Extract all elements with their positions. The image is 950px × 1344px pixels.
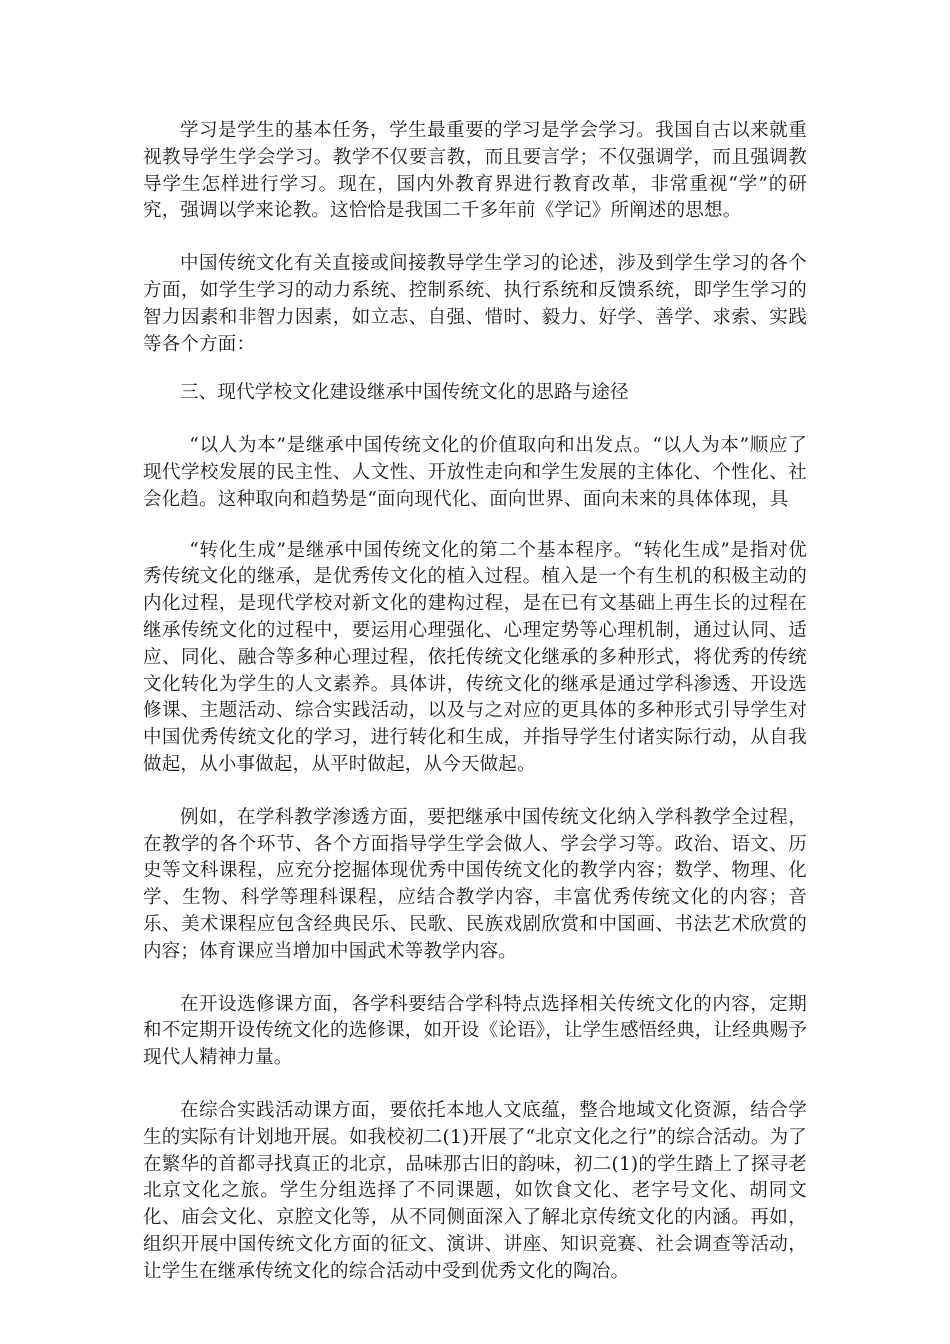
paragraph-subject-teaching: 例如，在学科教学渗透方面，要把继承中国传统文化纳入学科教学全过程，在教学的各个环节、各个方面指导学生学会做人、学会学习等。政治、语文、历史等文科课程，应充分挖掘体现优秀中国传统文化的教学内容；数学、物理、化学、生物、科学等理科课程，应结合教学内容，丰富优秀传统文化的内容；音乐、美术课程应包含经典民乐、民歌、民族戏剧欣赏和中国画、书法艺术欣赏的内容；体育课应当增加中国武术等教学内容。 [143,806,807,962]
document-body [143,118,807,1285]
paragraph-elective-courses: 在开设选修课方面，各学科要结合学科特点选择相关传统文化的内容，定期和不定期开设传统文化的选修课，如开设《论语》，让学生感悟经典，让经典赐予现代人精神力量。 [143,993,807,1069]
section-heading-three: 三、现代学校文化建设继承中国传统文化的思路与途径 [180,382,629,404]
paragraph-traditional-culture-learning: 中国传统文化有关直接或间接教导学生学习的论述，涉及到学生学习的各个方面，如学生学习的动力系统、控制系统、执行系统和反馈系统，即学生学习的智力因素和非智力因素，如立志、自强、惜时、毅力、好学、善学、求索、实践等各个方面： [143,253,807,355]
paragraph-transformation-generation: “转化生成”是继承中国传统文化的第二个基本程序。“转化生成”是指对优秀传统文化的继承，是优秀传文化的植入过程。植入是一个有生机的积极主动的内化过程，是现代学校对新文化的建构过程，是在已有文基础上再生长的过程在继承传统文化的过程中，要运用心理强化、心理定势等心理机制，通过认同、适应、同化、融合等多种心理过程，依托传统文化继承的多种形式，将优秀的传统文化转化为学生的人文素养。具体讲，传统文化的继承是通过学科渗透、开设选修课、主题活动、综合实践活动，以及与之对应的更具体的多种形式引导学生对中国优秀传统文化的学习，进行转化和生成，并指导学生付诸实际行动，从自我做起，从小事做起，从平时做起，从今天做起。 [143,539,807,775]
paragraph-practical-activities: 在综合实践活动课方面，要依托本地人文底蕴，整合地域文化资源，结合学生的实际有计划地开展。如我校初二(1)开展了“北京文化之行”的综合活动。为了在繁华的首都寻找真正的北京，品味那古旧的韵味，初二(1)的学生踏上了探寻老北京文化之旅。学生分组选择了不同课题，如饮食文化、老字号文化、胡同文化、庙会文化、京腔文化等，从不同侧面深入了解北京传统文化的内涵。再如，组织开展中国传统文化方面的征文、演讲、讲座、知识竞赛、社会调查等活动，让学生在继承传统文化的综合活动中受到优秀文化的陶冶。 [143,1099,807,1282]
paragraph-learning-task: 学习是学生的基本任务，学生最重要的学习是学会学习。我国自古以来就重视教导学生学会学习。教学不仅要言教，而且要言学；不仅强调学，而且强调教导学生怎样进行学习。现在，国内外教育界进行教育改革，非常重视“学”的研究，强调以学来论教。这恰恰是我国二千多年前《学记》所阐述的思想。 [143,120,807,222]
paragraph-people-oriented: “以人为本”是继承中国传统文化的价值取向和出发点。“以人为本”顺应了现代学校发展的民主性、人文性、开放性走向和学生发展的主体化、个性化、社会化趋。这种取向和趋势是“面向现代化、面向世界、面向未来的具体体现，具 [143,435,807,510]
